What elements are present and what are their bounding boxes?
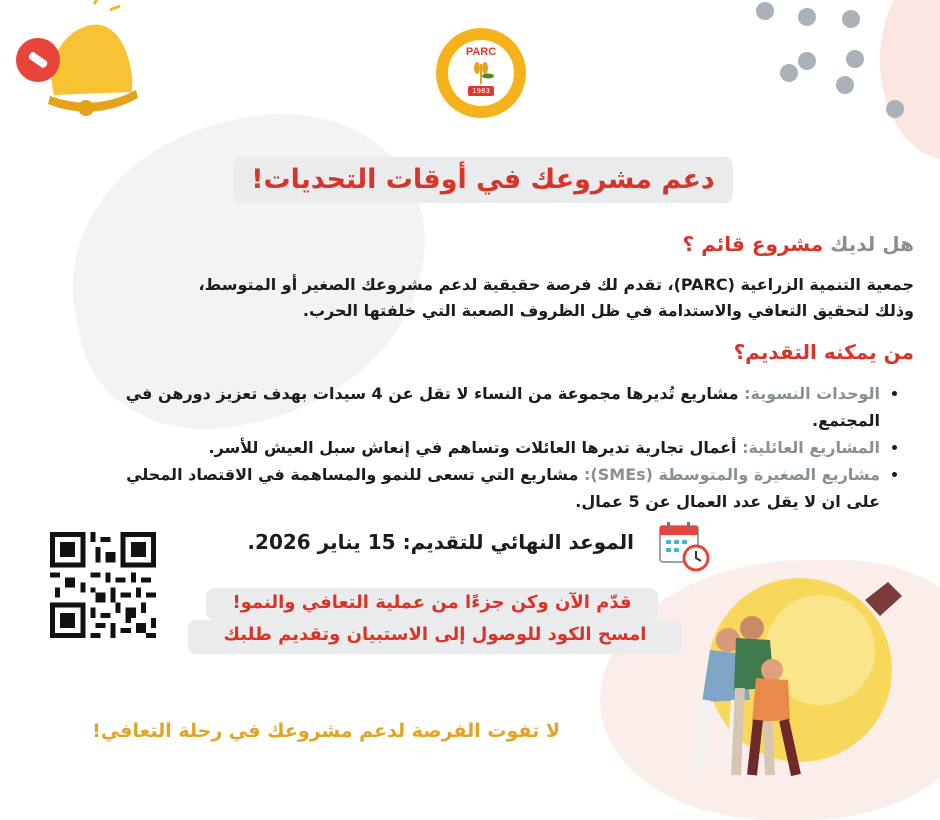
list-item: [108, 434, 880, 461]
question-highlight: مشروع قائم ؟: [682, 232, 824, 256]
cta-box-2: [188, 620, 682, 654]
wheat-icon: [466, 58, 496, 86]
title-banner: [233, 157, 733, 203]
item-text: أعمال تجارية تديرها العائلات وتساهم في إنعاش سبل العيش للأسر.: [208, 438, 743, 457]
decor-dot: [846, 50, 864, 68]
item-text: مشاريع تُديرها مجموعة من النساء لا تقل عن 4 سيدات بهدف تعزيز دورهن في المجتمع.: [125, 384, 880, 430]
eligibility-heading: من يمكنه التقديم؟: [733, 340, 914, 364]
cta-line-1: قدّم الآن وكن جزءًا من عملية التعافي والنمو!: [232, 592, 632, 613]
background-blob-corner: [880, 0, 940, 160]
logo-text: PARC: [465, 46, 497, 58]
list-item: [108, 461, 880, 515]
decor-dot: [756, 2, 774, 20]
calendar-icon: [658, 520, 710, 572]
intro-paragraph: [40, 272, 914, 324]
footer-text: لا تفوت الفرصة لدعم مشروعك في رحلة التعافي!: [92, 720, 560, 742]
bell-icon: [14, 0, 144, 120]
item-label: مشاريع الصغيرة والمتوسطة (SMEs):: [584, 465, 880, 484]
logo-year: 1983: [468, 86, 494, 96]
item-label: المشاريع العائلية:: [742, 438, 880, 457]
intro-line: وذلك لتحقيق التعافي والاستدامة في ظل الظروف الصعبة التي خلفتها الحرب.: [302, 301, 914, 320]
question-prefix: هل لديك: [830, 232, 914, 256]
intro-line: جمعية التنمية الزراعية (PARC)، تقدم لك فرصة حقيقية لدعم مشروعك الصغير أو المتوسط،: [198, 275, 914, 294]
decor-dot: [780, 64, 798, 82]
lightbulb-illustration: [640, 570, 940, 788]
parc-logo: [436, 28, 526, 118]
cta-box-1: [206, 588, 658, 620]
decor-dot: [842, 10, 860, 28]
cta-line-2: امسح الكود للوصول إلى الاستبيان وتقديم طلبك: [223, 624, 647, 645]
decor-dot: [798, 8, 816, 26]
logo-center: [448, 40, 514, 106]
decor-dot: [836, 76, 854, 94]
question-heading: [500, 232, 914, 256]
list-item: [108, 380, 880, 434]
page-title: دعم مشروعك في أوقات التحديات!: [251, 164, 715, 195]
qr-code[interactable]: [50, 532, 156, 638]
decor-dot: [798, 52, 816, 70]
deadline-text: الموعد النهائي للتقديم: 15 يناير 2026.: [247, 530, 634, 554]
item-label: الوحدات النسوية:: [744, 384, 880, 403]
decor-dot: [886, 100, 904, 118]
eligibility-list: [108, 380, 898, 515]
item-text: مشاريع التي تسعى للنمو والمساهمة في الاقتصاد المحلي على ان لا يقل عدد العمال عن 5 عمال.: [126, 465, 880, 511]
